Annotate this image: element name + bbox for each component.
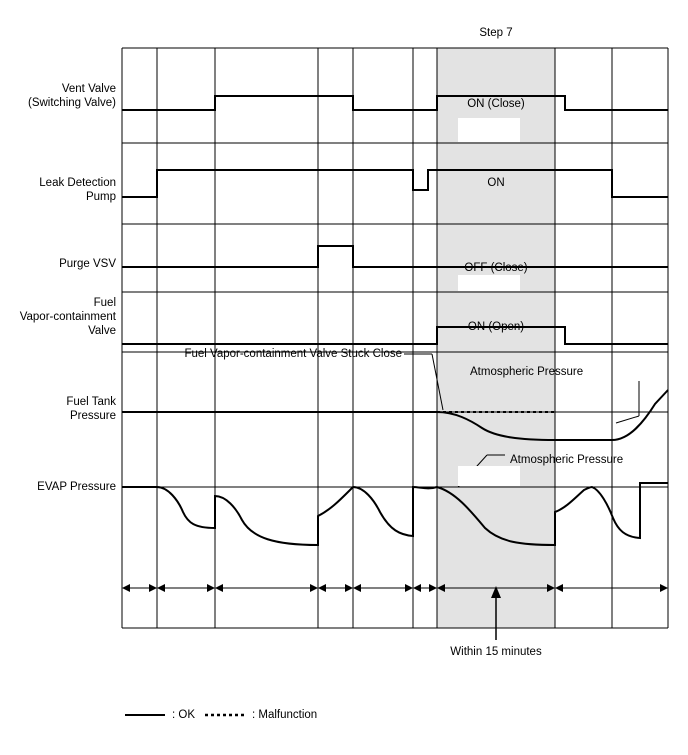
waveform-leak-detection-pump: [122, 170, 668, 197]
legend-ok-label: : OK: [172, 709, 196, 721]
row-label-leak-detection-pump: Leak Detection Pump: [39, 177, 116, 203]
state-label-leak-detection-pump: ON: [487, 177, 505, 189]
waveform-evap-pressure: [122, 483, 668, 545]
row-label-purge-vsv: Purge VSV: [59, 258, 116, 270]
chart-grid: [122, 48, 668, 628]
row-baselines: [122, 143, 668, 487]
waveform-purge-vsv: [122, 246, 668, 267]
state-label-vent-valve: ON (Close): [467, 98, 525, 110]
annotation-stuck-close: Fuel Vapor-containment Valve Stuck Close: [184, 348, 402, 360]
legend-malfunction-label: : Malfunction: [252, 709, 318, 721]
annotation-atmospheric-pressure-top: Atmospheric Pressure: [470, 366, 584, 378]
waveform-vent-valve: [122, 96, 668, 110]
waveform-fuel-vapor-containment-valve: [122, 327, 668, 344]
annotation-atmospheric-pressure-bottom: Atmospheric Pressure: [510, 454, 624, 466]
atmospheric-pressure-top-leader: [616, 381, 639, 423]
row-label-evap-pressure: EVAP Pressure: [37, 481, 116, 493]
row-label-fuel-tank-pressure: Fuel Tank Pressure: [66, 396, 116, 422]
waveform-fuel-tank-pressure-ok: [122, 390, 668, 440]
step7-title: Step 7: [479, 27, 513, 39]
state-label-fuel-vapor-containment-valve: ON (Open): [467, 321, 525, 333]
state-label-purge-vsv: OFF (Close): [464, 262, 528, 274]
row-label-vent-valve: Vent Valve (Switching Valve): [28, 83, 116, 109]
row-label-fuel-vapor-containment-valve: Fuel Vapor-containment Valve: [19, 297, 116, 337]
annotation-within-time: Within 15 minutes: [450, 646, 542, 658]
